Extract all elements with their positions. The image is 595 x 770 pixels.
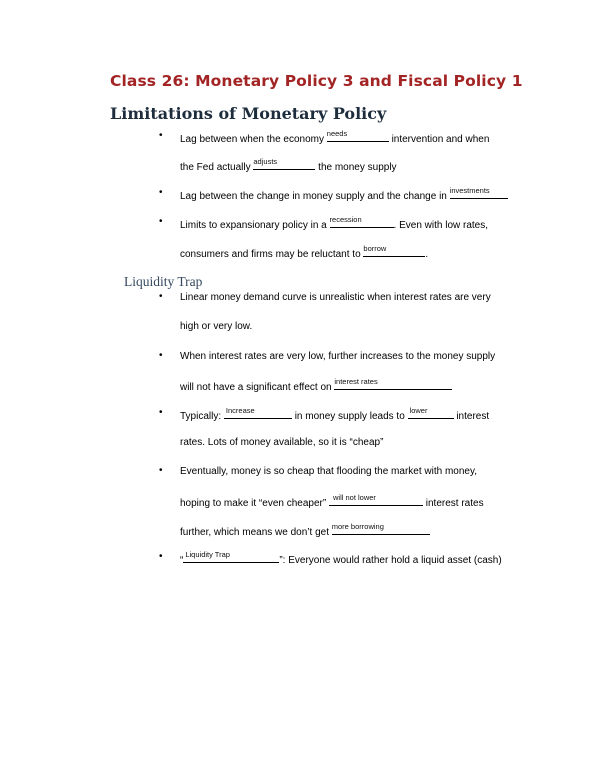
text-segment: Lag between when the economy [180,134,324,145]
fill-blank [183,551,279,563]
bullet-marker: • [159,130,163,141]
bullet-line-3 [180,187,508,203]
bullet-marker: • [159,291,163,302]
fill-blank [224,407,292,419]
text-segment: . Even with low rates, [393,220,489,231]
handwritten-answer: will not lower [332,493,376,502]
fill-blank [329,494,423,506]
fill-blank [450,187,508,199]
text-segment: further, which means we don’t get [180,527,329,538]
bullet-line-8: When interest rates are very low, further increases to the money supply [180,351,496,362]
text-segment: “ [180,555,184,566]
text-segment: in money supply leads to [294,411,405,422]
text-segment: hoping to make it “even cheaper” [180,498,327,509]
handwritten-answer: investments [449,186,490,195]
text-segment: ”: Everyone would rather hold a liquid asset (cash) [279,555,502,566]
bullet-line-15 [180,551,502,567]
text-segment: will not have a significant effect on [180,382,332,393]
bullet-line-4 [180,216,488,232]
bullet-marker: • [159,216,163,227]
text-segment: . [425,249,429,260]
text-segment: the money supply [318,162,397,173]
handwritten-answer: lower [409,406,428,415]
fill-blank [363,245,425,257]
handwritten-answer: Liquidity Trap [185,550,230,559]
text-segment: Lag between the change in money supply and the change in [180,191,447,202]
fill-blank [334,378,452,390]
fill-blank [330,216,394,228]
bullet-line-6: Linear money demand curve is unrealistic when interest rates are very [180,292,491,303]
handwritten-answer: borrow [363,244,387,253]
bullet-line-5 [180,245,428,261]
section-heading: Limitations of Monetary Policy [110,104,387,123]
text-segment: consumers and firms may be reluctant to [180,249,361,260]
handwritten-answer: recession [329,215,362,224]
bullet-marker: • [159,465,163,476]
bullet-line-7: high or very low. [180,321,253,332]
bullet-marker: • [159,407,163,418]
bullet-line-12: Eventually, money is so cheap that flooding the market with money, [180,466,478,477]
fill-blank [327,130,389,142]
bullet-line-14 [180,523,430,539]
text-segment: the Fed actually [180,162,251,173]
text-segment: Limits to expansionary policy in a [180,220,327,231]
handwritten-answer: more borrowing [331,522,384,531]
bullet-line-1 [180,130,489,146]
bullet-line-11: rates. Lots of money available, so it is “cheap” [180,437,384,448]
fill-blank [253,158,315,170]
handwritten-answer: Increase [225,406,255,415]
bullet-marker: • [159,187,163,198]
handwritten-answer: interest rates [334,377,378,386]
fill-blank [408,407,454,419]
text-segment: interest rates [425,498,484,509]
fill-blank [332,523,430,535]
handwritten-answer: needs [326,129,348,138]
bullet-marker: • [159,551,163,562]
bullet-line-13 [180,494,484,510]
bullet-line-2 [180,158,397,174]
bullet-marker: • [159,350,163,361]
text-segment: intervention and when [391,134,490,145]
handwritten-answer: adjusts [253,157,278,166]
document-title: Class 26: Monetary Policy 3 and Fiscal Policy 1 [110,72,523,90]
bullet-line-9 [180,378,452,394]
text-segment: Typically: [180,411,222,422]
text-segment: interest [456,411,490,422]
bullet-line-10 [180,407,489,423]
subsection-heading: Liquidity Trap [124,274,203,289]
